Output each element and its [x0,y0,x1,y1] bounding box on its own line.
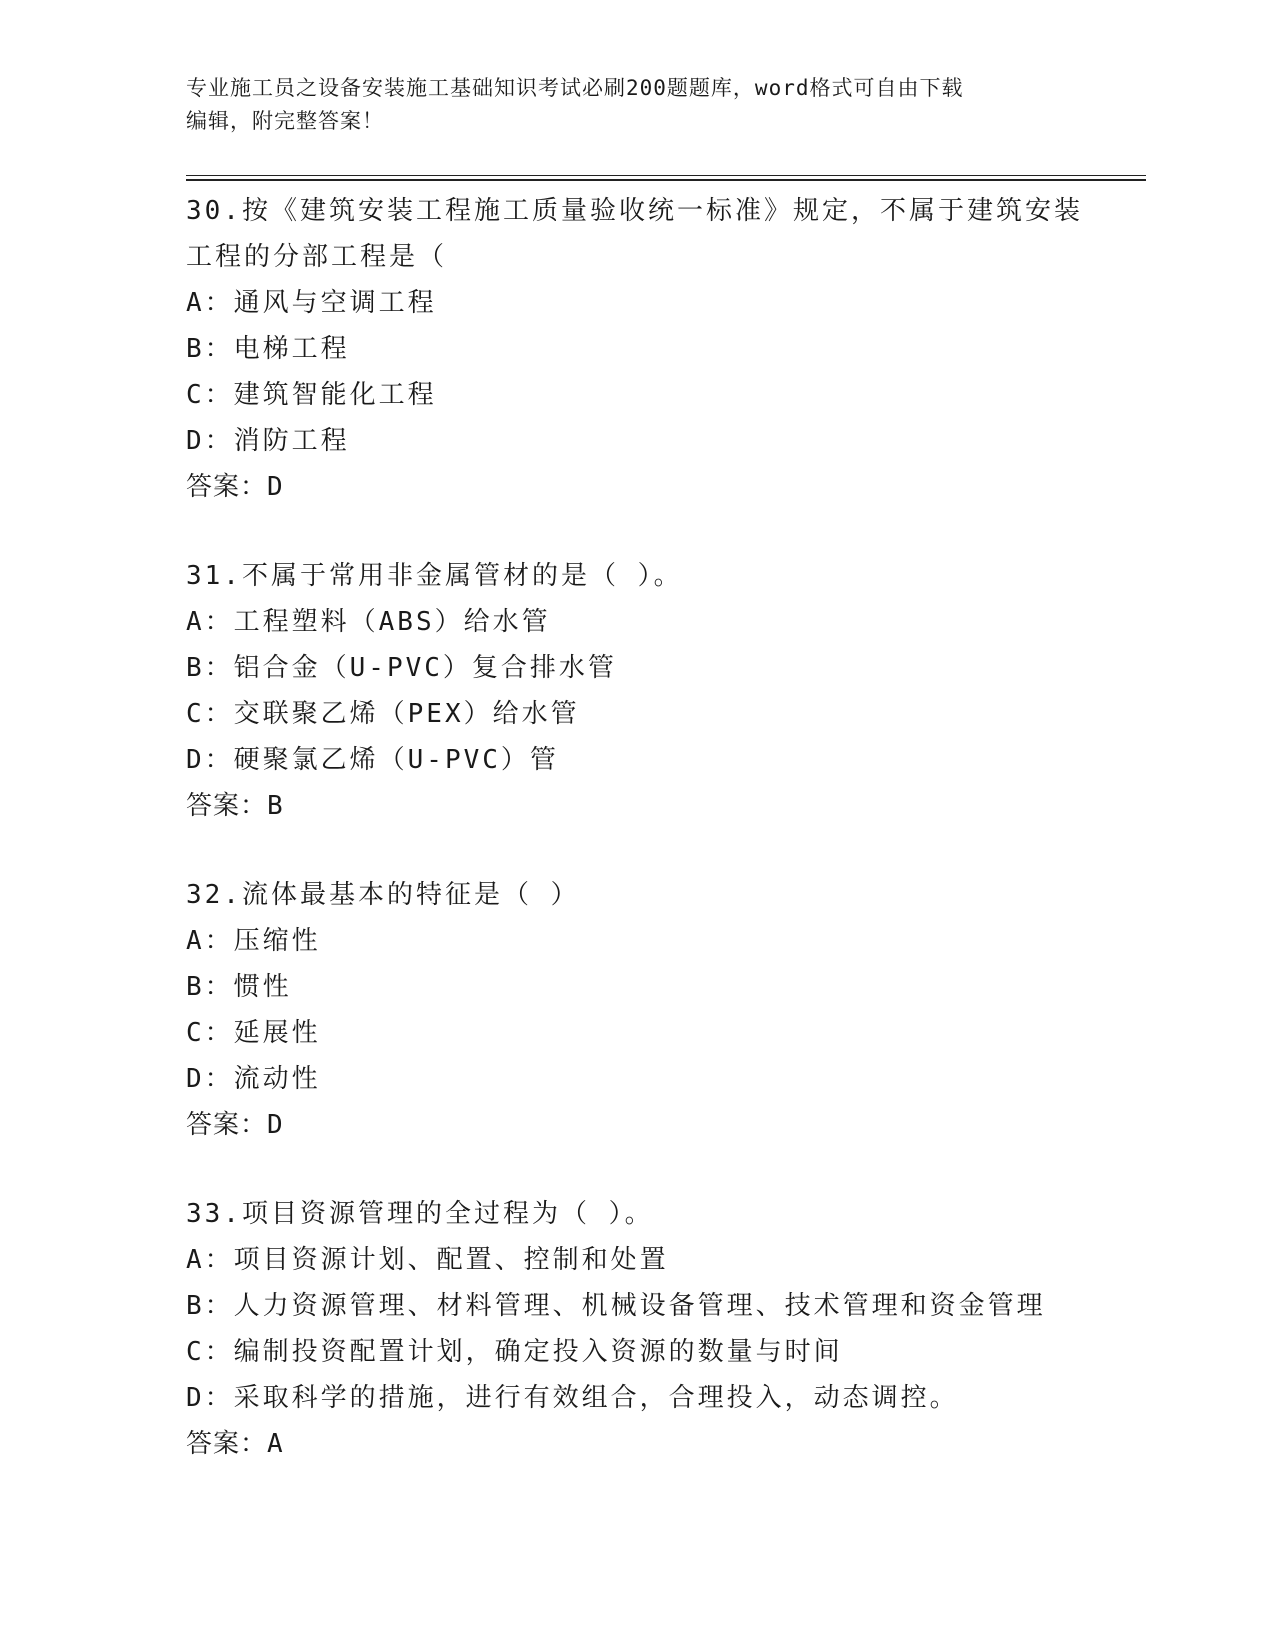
question-stem: 32.流体最基本的特征是（ ） [186,880,580,910]
answer-line [186,464,1146,510]
option-b: B：铝合金（U-PVC）复合排水管 [186,653,617,683]
option-a: A：压缩性 [186,926,321,956]
option-a: A：通风与空调工程 [186,288,437,318]
question-31 [186,553,1146,829]
answer-value: B [267,791,284,821]
option-a: A：工程塑料（ABS）给水管 [186,607,551,637]
answer-value: A [267,1429,284,1459]
option-d: D：硬聚氯乙烯（U-PVC）管 [186,745,559,775]
question-stem-continued: 工程的分部工程是（ [186,242,448,272]
header-divider [186,175,1146,181]
answer-value: D [267,1110,284,1140]
question-30 [186,188,1146,510]
option-d: D：消防工程 [186,426,350,456]
answer-value: D [267,472,284,502]
option-d: D：流动性 [186,1064,321,1094]
document-header [186,72,1086,138]
question-32 [186,872,1146,1148]
option-b: B：人力资源管理、材料管理、机械设备管理、技术管理和资金管理 [186,1291,1046,1321]
question-stem: 31.不属于常用非金属管材的是（ ）。 [186,561,683,591]
header-line-2: 编辑，附完整答案！ [186,109,384,133]
question-stem: 30.按《建筑安装工程施工质量验收统一标准》规定，不属于建筑安装 [186,196,1083,226]
option-b: B：惯性 [186,972,292,1002]
option-c: C：建筑智能化工程 [186,380,437,410]
answer-label: 答案： [186,1429,268,1459]
option-b: B：电梯工程 [186,334,350,364]
option-c: C：延展性 [186,1018,321,1048]
question-list [186,188,1146,1510]
option-c: C：交联聚乙烯（PEX）给水管 [186,699,580,729]
question-stem: 33.项目资源管理的全过程为（ ）。 [186,1199,654,1229]
answer-label: 答案： [186,791,268,821]
question-33 [186,1191,1146,1467]
header-line-1: 专业施工员之设备安装施工基础知识考试必刷200题题库，word格式可自由下载 [186,76,964,100]
option-c: C：编制投资配置计划，确定投入资源的数量与时间 [186,1337,843,1367]
option-d: D：采取科学的措施，进行有效组合，合理投入，动态调控。 [186,1383,959,1413]
answer-line [186,1102,1146,1148]
answer-line [186,783,1146,829]
answer-label: 答案： [186,472,268,502]
answer-line [186,1421,1146,1467]
answer-label: 答案： [186,1110,268,1140]
option-a: A：项目资源计划、配置、控制和处置 [186,1245,669,1275]
